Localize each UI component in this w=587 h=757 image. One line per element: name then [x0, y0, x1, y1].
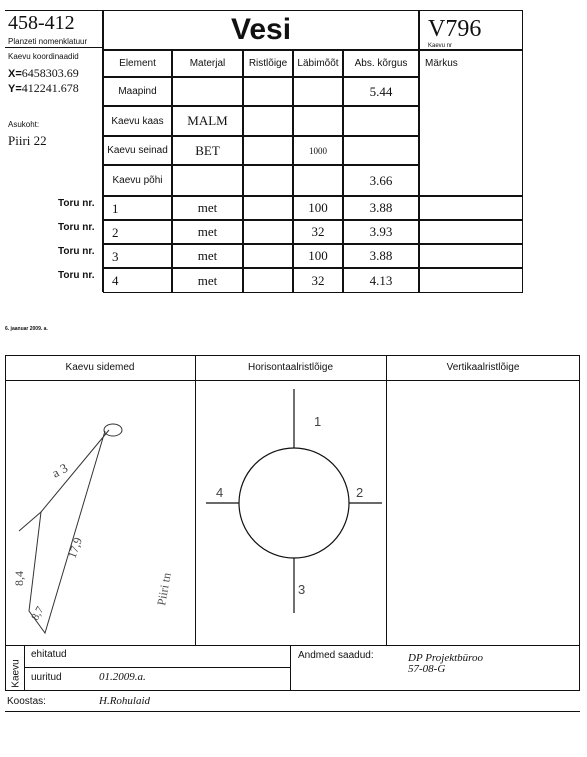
col-title-ties: Kaevu sidemed — [65, 362, 135, 373]
row-cross — [243, 136, 293, 165]
pipe-mark-2: 2 — [356, 485, 364, 500]
row-diameter — [293, 106, 343, 136]
footer-rule-1 — [5, 645, 580, 646]
data-source-code: 57-08-G — [408, 663, 446, 675]
pipe-notes — [419, 220, 523, 244]
pipe-elevation: 3.93 — [343, 220, 419, 244]
kaevu-label: Kaevu — [10, 659, 22, 688]
pipe-elevation: 3.88 — [343, 196, 419, 220]
pipe-number: 2 — [103, 220, 172, 244]
page-title: Vesi — [230, 13, 292, 46]
y-label: Y= — [8, 83, 22, 95]
surveyed-label: uuritud — [31, 672, 62, 683]
mid-divider — [290, 645, 291, 691]
well-id: V796 — [428, 16, 482, 42]
header-notes: Märkus — [425, 58, 458, 69]
date-stamp: 6. jaanuar 2009. a. — [5, 326, 48, 332]
well-id-label: Kaevu nr — [428, 43, 453, 49]
pipe-cross — [243, 196, 293, 220]
sketch-label-d: 8,7 — [29, 604, 47, 623]
row-cross — [243, 165, 293, 196]
pipe-diameter: 32 — [293, 268, 343, 293]
x-coordinate — [8, 66, 79, 81]
header-diameter: Läbimõõt — [293, 50, 343, 77]
row-label: Kaevu põhi — [103, 165, 172, 196]
pipe-material: met — [172, 220, 243, 244]
author-rule — [5, 711, 580, 712]
pipe-notes — [419, 196, 523, 220]
pipe-material: met — [172, 196, 243, 220]
sheet-number: 458-412 — [8, 12, 75, 34]
pipe-elevation: 3.88 — [343, 244, 419, 268]
title-box — [103, 10, 419, 50]
pipe-label: Toru nr. — [58, 246, 95, 257]
pipe-elevation: 4.13 — [343, 268, 419, 293]
row-diameter — [293, 165, 343, 196]
surveyed-value: 01.2009.a. — [99, 671, 146, 683]
author-label: Koostas: — [7, 696, 46, 707]
location-label: Asukoht: — [8, 120, 40, 129]
sketch-label-a: a 3 — [49, 460, 71, 481]
row-elevation — [343, 136, 419, 165]
ties-sketch — [5, 381, 195, 645]
location-value: Piiri 22 — [8, 133, 47, 148]
pipe-label: Toru nr. — [58, 222, 95, 233]
row-material — [172, 77, 243, 106]
built-label: ehitatud — [31, 649, 67, 660]
coords-label: Kaevu koordinaadid — [8, 52, 79, 61]
pipe-material: met — [172, 268, 243, 293]
pipe-label: Toru nr. — [58, 198, 95, 209]
row-diameter — [293, 77, 343, 106]
notes-column — [419, 50, 523, 196]
pipe-mark-1: 1 — [314, 414, 322, 429]
col-title-horizontal: Horisontaalristlõige — [247, 362, 334, 373]
row-material — [172, 165, 243, 196]
header-element: Element — [103, 50, 172, 77]
row-diameter: 1000 — [293, 136, 343, 165]
sketch-label-c: 8,4 — [12, 571, 26, 586]
row-material: BET — [172, 136, 243, 165]
data-source-label: Andmed saadud: — [298, 650, 374, 661]
pipe-cross — [243, 244, 293, 268]
sketch-street-label: Piiri tn — [154, 571, 174, 607]
x-value: 6458303.69 — [21, 66, 79, 80]
author-value: H.Rohulaid — [99, 695, 151, 707]
pipe-label: Toru nr. — [58, 270, 95, 281]
data-source-value: DP Projektbüroo — [408, 652, 484, 664]
pipe-material: met — [172, 244, 243, 268]
kaevu-divider — [24, 645, 25, 691]
pipe-notes — [419, 244, 523, 268]
pipe-number: 3 — [103, 244, 172, 268]
pipe-cross — [243, 220, 293, 244]
y-coordinate — [8, 81, 79, 96]
row-label: Kaevu kaas — [103, 106, 172, 136]
pipe-diameter: 32 — [293, 220, 343, 244]
y-value: 412241.678 — [21, 81, 79, 95]
row-elevation: 5.44 — [343, 77, 419, 106]
row-label: Kaevu seinad — [103, 136, 172, 165]
pipe-cross — [243, 268, 293, 293]
row-cross — [243, 77, 293, 106]
header-material: Materjal — [172, 50, 243, 77]
row-elevation — [343, 106, 419, 136]
sheet-divider — [5, 47, 103, 48]
pipe-mark-4: 4 — [216, 485, 224, 500]
sketch-label-b: 17,9 — [64, 535, 86, 561]
header-elevation: Abs. kõrgus — [343, 50, 419, 77]
x-label: X= — [8, 68, 22, 80]
pipe-mark-3: 3 — [298, 582, 306, 597]
footer-rule-2 — [24, 667, 290, 668]
pipe-diameter: 100 — [293, 244, 343, 268]
col-title-vertical: Vertikaalristlõige — [446, 362, 520, 373]
col-divider-2 — [386, 355, 387, 645]
horizontal-section — [196, 381, 386, 645]
pipe-number: 1 — [103, 196, 172, 220]
row-label: Maapind — [103, 77, 172, 106]
pipe-diameter: 100 — [293, 196, 343, 220]
pipe-number: 4 — [103, 268, 172, 293]
pipe-notes — [419, 268, 523, 293]
row-elevation: 3.66 — [343, 165, 419, 196]
header-cross-section: Ristlõige — [243, 50, 293, 77]
row-material: MALM — [172, 106, 243, 136]
sheet-label: Planzeti nomenklatuur — [8, 37, 88, 46]
row-cross — [243, 106, 293, 136]
